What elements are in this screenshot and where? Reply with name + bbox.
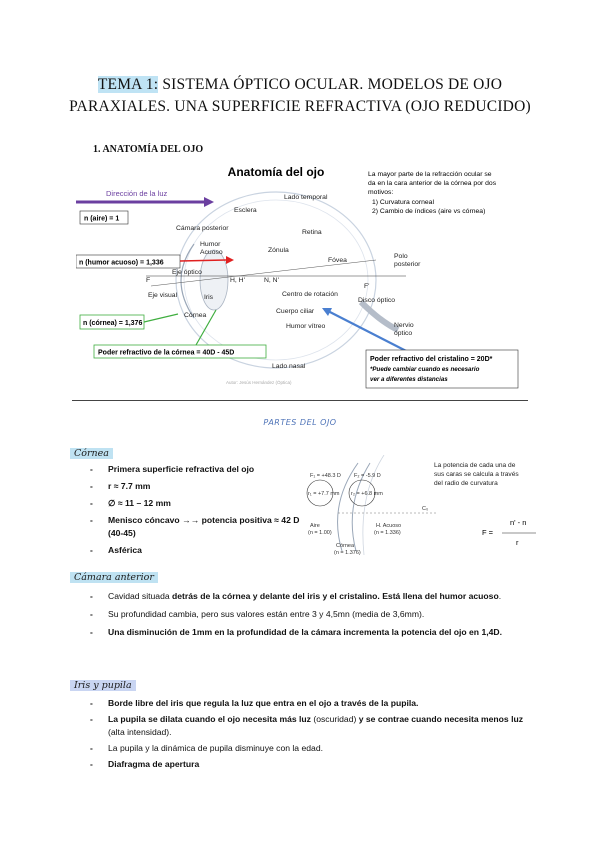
label-centro-rotacion: Centro de rotación xyxy=(282,291,338,298)
aire-n-label: (n = 1.00) xyxy=(308,530,332,536)
label-cornea: Córnea xyxy=(184,312,207,319)
cornea-item: - r ≈ 7.7 mm xyxy=(90,480,300,493)
cornea-note-2: sus caras se calcula a través xyxy=(434,471,519,478)
cornea-green-line xyxy=(144,314,178,322)
camara-item-1a: Cavidad situada xyxy=(108,591,173,601)
r2-label: r₂ = +6.8 mm xyxy=(351,491,383,497)
label-eje-optico: Eje óptico xyxy=(172,269,202,276)
direction-arrow-head xyxy=(204,197,214,207)
cornea-list xyxy=(90,463,300,561)
cornea-heading: Córnea xyxy=(70,448,113,459)
cornea-item: - Menisco cóncavo →→ potencia positiva ≈ 42 D (40-45) xyxy=(90,514,300,540)
cornea-refraction-diagram xyxy=(298,455,538,575)
cornea-diagram-n-label: (n = 1.376) xyxy=(334,550,361,556)
n-humor-label: n (humor acuoso) = 1,336 xyxy=(79,259,164,267)
cornea-note-1: La potencia de cada una de xyxy=(434,462,516,469)
cornea-item: - ∅ ≈ 11 – 12 mm xyxy=(90,497,300,510)
note-line-5: 2) Cambio de índices (aire vs córnea) xyxy=(372,208,486,215)
label-humor: Humor xyxy=(200,241,221,248)
eye-anatomy-diagram xyxy=(76,162,526,398)
label-nn: N, N' xyxy=(264,277,279,284)
label-lado-temporal: Lado temporal xyxy=(284,194,328,201)
label-cuerpo-ciliar: Cuerpo ciliar xyxy=(276,308,315,315)
iris-heading: Iris y pupila xyxy=(70,680,136,691)
cornea-shape xyxy=(181,244,194,318)
iris-item: - Diafragma de apertura xyxy=(90,758,530,771)
label-lado-nasal: Lado nasal xyxy=(272,363,306,370)
direction-label: Dirección de la luz xyxy=(106,189,168,198)
cornea-item: - Asférica xyxy=(90,544,300,557)
n-aire-label: n (aire) = 1 xyxy=(84,215,120,223)
r1-label: r₁ = +7.7 mm xyxy=(308,491,340,497)
humor-red-arrowhead xyxy=(226,256,234,264)
camara-list xyxy=(90,590,530,644)
iris-item-2d: (alta intensidad). xyxy=(108,727,172,737)
cornea-note-3: del radio de curvatura xyxy=(434,480,498,487)
label-acuoso: Acuoso xyxy=(200,249,223,256)
title-line2: PARAXIALES. UNA SUPERFICIE REFRACTIVA (OJO REDUCIDO) xyxy=(69,98,531,115)
label-humor-vitreo: Humor vítreo xyxy=(286,323,326,330)
camara-item xyxy=(90,590,530,603)
F2-label: F₂ = -5.9 D xyxy=(354,473,381,479)
cristalino-line-3: ver a diferentes distancias xyxy=(370,376,448,383)
label-iris: Iris xyxy=(204,294,214,301)
n-cornea-label: n (córnea) = 1,376 xyxy=(83,320,143,327)
label-optico: óptico xyxy=(394,330,413,337)
title-line1: SISTEMA ÓPTICO OCULAR. MODELOS DE OJO xyxy=(158,76,503,93)
iris-item-2b: (oscuridad) xyxy=(310,714,359,724)
diagram-title: Anatomía del ojo xyxy=(227,165,325,179)
c0-label: C₀ xyxy=(422,506,429,512)
label-eje-visual: Eje visual xyxy=(148,292,178,299)
label-posterior: posterior xyxy=(394,261,421,268)
label-fp: F' xyxy=(364,283,370,290)
F1-label: F₁ = +48.3 D xyxy=(310,473,341,479)
cornea-diagram-label: Córnea xyxy=(336,543,355,549)
cristalino-line-1: Poder refractivo del cristalino = 20D* xyxy=(370,356,493,363)
camara-item: - Una disminución de 1mm en la profundidad de la cámara incrementa la potencia del ojo en 1,4D. xyxy=(90,626,530,639)
aire-label: Aire xyxy=(310,523,320,529)
section-anatomia-heading: 1. ANATOMÍA DEL OJO xyxy=(93,144,204,155)
label-disco-optico: Disco óptico xyxy=(358,297,396,304)
label-retina: Retina xyxy=(302,229,322,236)
poder-cornea-label: Poder refractivo de la córnea = 40D - 45D xyxy=(98,349,235,357)
label-f: F xyxy=(146,277,151,284)
label-polo: Polo xyxy=(394,253,408,260)
camara-item-1b: detrás de la córnea y delante del iris y el cristalino. Está llena del humor acuoso xyxy=(172,591,499,601)
label-zonula: Zónula xyxy=(268,247,289,254)
cristalino-line-2: *Puede cambiar cuando es necesario xyxy=(370,366,480,373)
h-acuoso-n-label: (n = 1.336) xyxy=(374,530,401,536)
section-divider xyxy=(72,400,528,401)
refraction-note xyxy=(368,171,497,215)
h-acuoso-label: H. Acuoso xyxy=(376,523,402,529)
title-prefix: TEMA 1: xyxy=(97,76,159,93)
document-title xyxy=(60,74,540,118)
diagram-credit: Autor: Jesús Hernández (Óptica) xyxy=(226,380,292,385)
iris-list xyxy=(90,697,530,774)
formula-numerator: n' - n xyxy=(510,518,527,527)
note-line-2: da en la cara anterior de la córnea por dos xyxy=(368,180,497,187)
iris-item-2c: y se contrae cuando necesita menos luz xyxy=(358,714,524,724)
label-camara-posterior: Cámara posterior xyxy=(176,225,229,232)
humor-red-arrow xyxy=(180,260,226,261)
partes-heading: PARTES DEL OJO xyxy=(263,418,337,427)
iris-item: - Borde libre del iris que regula la luz que entra en el ojo a través de la pupila. xyxy=(90,697,530,710)
optic-nerve-shape xyxy=(361,302,398,330)
label-fovea: Fóvea xyxy=(328,257,347,264)
note-line-3: motivos: xyxy=(368,189,394,196)
label-hh: H, H' xyxy=(230,277,245,284)
note-line-4: 1) Curvatura corneal xyxy=(372,199,434,206)
iris-item-2a: La pupila se dilata cuando el ojo necesita más luz xyxy=(108,714,311,724)
iris-item xyxy=(90,713,530,739)
camara-item-1c: . xyxy=(498,591,502,601)
formula-lhs: F = xyxy=(482,528,494,537)
label-esclera: Esclera xyxy=(234,207,257,214)
formula-denominator: r xyxy=(516,538,519,547)
iris-item: - La pupila y la dinámica de pupila disminuye con la edad. xyxy=(90,742,530,755)
camara-heading: Cámara anterior xyxy=(70,572,158,583)
cornea-item: - Primera superficie refractiva del ojo xyxy=(90,463,300,476)
note-line-1: La mayor parte de la refracción ocular se xyxy=(368,171,492,178)
label-nervio: Nervio xyxy=(394,322,414,329)
camara-item: - Su profundidad cambia, pero sus valores están entre 3 y 4,5mn (media de 3,6mm). xyxy=(90,608,530,621)
